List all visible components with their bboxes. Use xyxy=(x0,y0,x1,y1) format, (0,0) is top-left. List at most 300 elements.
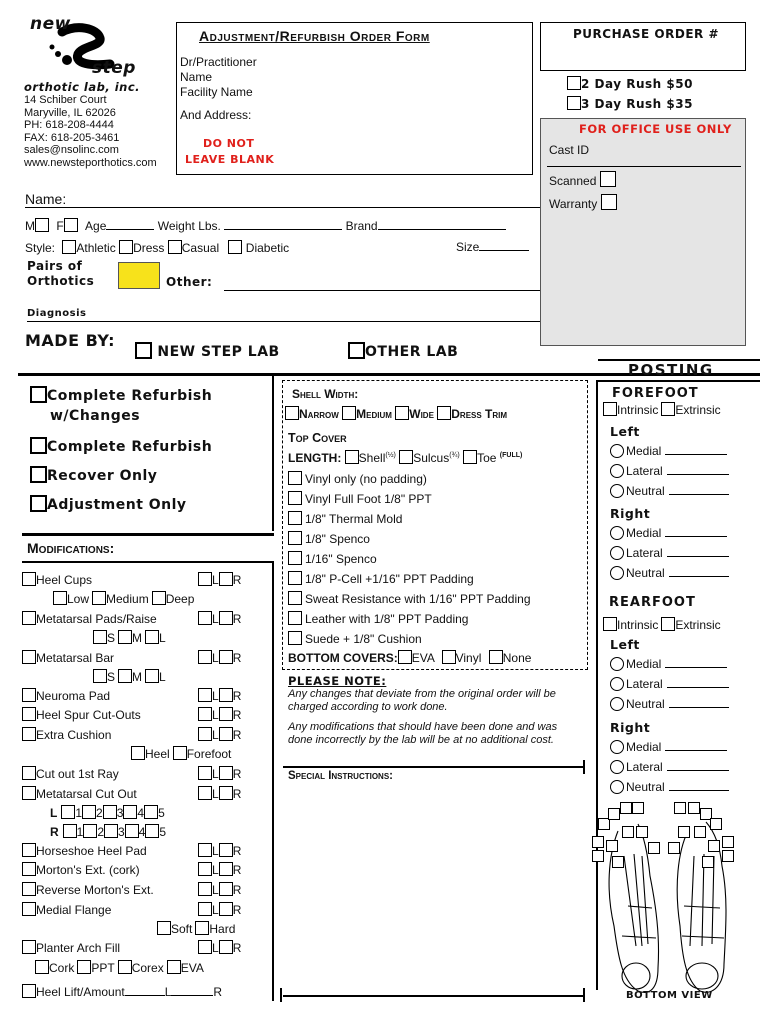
mod-row-met-bar xyxy=(22,650,114,665)
complete-refurbish-changes-checkbox[interactable] xyxy=(30,386,47,403)
forefoot-extrinsic-checkbox[interactable] xyxy=(661,402,675,416)
ray-number-label: 2 xyxy=(97,825,105,839)
new-step-lab-checkbox[interactable] xyxy=(135,342,152,359)
mod-lr-met-bar xyxy=(198,650,241,665)
toe-checkbox[interactable] xyxy=(636,826,648,838)
vinyl-bottom-label: Vinyl xyxy=(455,651,482,665)
please-note-title: PLEASE NOTE: xyxy=(288,674,387,688)
rearfoot-left-neutral-label: Neutral xyxy=(626,697,665,711)
diagnosis-line[interactable] xyxy=(27,321,540,322)
rearfoot-left-medial[interactable] xyxy=(610,657,727,671)
rush-2-day[interactable] xyxy=(567,76,693,91)
rearfoot-right-lateral-radio[interactable] xyxy=(610,760,624,774)
address-label: And Address: xyxy=(180,108,252,122)
left-column-divider xyxy=(272,376,274,531)
toe-checkbox[interactable] xyxy=(678,826,690,838)
other-line[interactable] xyxy=(224,290,540,291)
pairs-label xyxy=(27,259,94,289)
right-label: R xyxy=(232,651,242,665)
cutout-1st-right-checkbox[interactable] xyxy=(219,766,233,780)
ray-l-5-checkbox[interactable] xyxy=(144,805,158,819)
top-cover-option xyxy=(288,611,468,626)
style-label: Style: xyxy=(25,241,56,255)
top-cover-option xyxy=(288,631,422,646)
planter-label: Planter Arch Fill xyxy=(36,941,121,955)
diabetic-label: Diabetic xyxy=(245,241,290,255)
mortons-checkbox[interactable] xyxy=(22,862,36,876)
recover-only-checkbox[interactable] xyxy=(30,466,47,483)
scanned-label: Scanned xyxy=(549,174,597,188)
met-cutout-right-checkbox[interactable] xyxy=(219,786,233,800)
rearfoot-right-neutral[interactable] xyxy=(610,780,729,794)
diabetic-checkbox[interactable] xyxy=(228,240,242,254)
rush-3-day[interactable] xyxy=(567,96,693,111)
mod-lr-horseshoe xyxy=(198,843,241,858)
ray-r-5-checkbox[interactable] xyxy=(145,824,159,838)
neuroma-left-checkbox[interactable] xyxy=(198,688,212,702)
scanned-checkbox[interactable] xyxy=(600,171,616,187)
practitioner-box[interactable] xyxy=(176,22,533,175)
forefoot-left-lateral-radio[interactable] xyxy=(610,464,624,478)
top-cover-label: Suede + 1/8" Cushion xyxy=(305,632,422,646)
ray-number-label: 4 xyxy=(137,806,145,820)
right-label: R xyxy=(213,985,223,999)
top-cover-checkbox[interactable] xyxy=(288,471,302,485)
forefoot-type-row xyxy=(603,402,721,417)
wide-checkbox[interactable] xyxy=(395,406,409,420)
patient-demographics xyxy=(25,218,506,233)
sulcus-length-checkbox[interactable] xyxy=(399,450,413,464)
mortons-left-checkbox[interactable] xyxy=(198,862,212,876)
sulcus-length-label: Sulcus xyxy=(413,451,450,465)
ray-l-2-checkbox[interactable] xyxy=(82,805,96,819)
athletic-checkbox[interactable] xyxy=(62,240,76,254)
patient-name-line[interactable] xyxy=(25,207,540,208)
heel-spur-right-checkbox[interactable] xyxy=(219,707,233,721)
modifications-right-rule xyxy=(272,561,274,1001)
rearfoot-right-lateral-field[interactable] xyxy=(667,770,729,771)
ray-l-3-checkbox[interactable] xyxy=(103,805,117,819)
top-cover-checkbox[interactable] xyxy=(288,491,302,505)
hard-checkbox[interactable] xyxy=(195,921,209,935)
male-label: M xyxy=(25,219,35,233)
forefoot-right-medial[interactable] xyxy=(610,526,727,540)
rev-mortons-left-checkbox[interactable] xyxy=(198,882,212,896)
rearfoot-left-neutral[interactable] xyxy=(610,697,729,711)
mod-lr-met-cutout xyxy=(198,786,241,801)
left-label: L xyxy=(212,844,219,858)
toe-length-checkbox[interactable] xyxy=(463,450,477,464)
left-label: L xyxy=(212,863,219,877)
met-bar-label: Metatarsal Bar xyxy=(36,651,115,665)
adjustment-only[interactable] xyxy=(30,495,187,513)
heel-lift-left-field[interactable] xyxy=(125,995,165,996)
size-field[interactable] xyxy=(479,250,529,251)
mod-lr-planter xyxy=(198,940,241,955)
posting-bottom-rule xyxy=(598,380,760,382)
narrow-checkbox[interactable] xyxy=(285,406,299,420)
shell-length-sup: (½) xyxy=(385,452,396,459)
none-bottom-checkbox[interactable] xyxy=(489,650,503,664)
recover-only-label: Recover Only xyxy=(47,468,158,484)
rearfoot-right-medial[interactable] xyxy=(610,740,727,754)
rearfoot-left-lateral-radio[interactable] xyxy=(610,677,624,691)
extra-cushion-checkbox[interactable] xyxy=(22,727,36,741)
rearfoot-right-medial-field[interactable] xyxy=(665,750,727,751)
met-bar-m-checkbox[interactable] xyxy=(118,669,132,683)
toe-checkbox[interactable] xyxy=(708,840,720,852)
planter-right-checkbox[interactable] xyxy=(219,940,233,954)
deep-label: Deep xyxy=(165,592,195,606)
toe-checkbox[interactable] xyxy=(722,850,734,862)
heel-cups-left-checkbox[interactable] xyxy=(198,572,212,586)
top-cover-checkbox[interactable] xyxy=(288,591,302,605)
with-changes-label: w/Changes xyxy=(50,408,141,424)
rush-3-day-checkbox[interactable] xyxy=(567,96,581,110)
rearfoot-right-neutral-field[interactable] xyxy=(669,790,729,791)
rush-2-day-label: 2 Day Rush $50 xyxy=(581,77,693,91)
neuroma-right-checkbox[interactable] xyxy=(219,688,233,702)
medium-checkbox[interactable] xyxy=(342,406,356,420)
low-checkbox[interactable] xyxy=(53,591,67,605)
note-text-2: Any modifications that should have been done and was done incorrectly by the lab will be at no additional cost. xyxy=(288,721,558,746)
forefoot-extrinsic-label: Extrinsic xyxy=(675,403,721,417)
ray-r-3-checkbox[interactable] xyxy=(104,824,118,838)
rearfoot-right-neutral-radio[interactable] xyxy=(610,780,624,794)
met-pad-m-label: M xyxy=(132,631,143,645)
forefoot-right-medial-field[interactable] xyxy=(665,536,727,537)
forefoot-left-neutral-field[interactable] xyxy=(669,494,729,495)
forefoot-left-medial-field[interactable] xyxy=(665,454,727,455)
medial-flange-right-checkbox[interactable] xyxy=(219,902,233,916)
dress-label: Dress xyxy=(133,241,165,255)
toe-checkbox[interactable] xyxy=(710,818,722,830)
heel-cups-checkbox[interactable] xyxy=(22,572,36,586)
mod-row-cutout-1st xyxy=(22,766,119,781)
forefoot-intrinsic-checkbox[interactable] xyxy=(603,402,617,416)
purchase-order-box[interactable] xyxy=(540,22,746,71)
heel-lift-right-field[interactable] xyxy=(171,995,213,996)
ray-r-2-checkbox[interactable] xyxy=(83,824,97,838)
top-cover-label: Vinyl Full Foot 1/8" PPT xyxy=(305,492,432,506)
top-cover-label: Sweat Resistance with 1/16" PPT Padding xyxy=(305,592,531,606)
warranty-label: Warranty xyxy=(549,197,598,211)
met-pads-checkbox[interactable] xyxy=(22,611,36,625)
rearfoot-right-medial-radio[interactable] xyxy=(610,740,624,754)
weight-field[interactable] xyxy=(224,229,342,230)
heel-spur-left-checkbox[interactable] xyxy=(198,707,212,721)
corex-checkbox[interactable] xyxy=(118,960,132,974)
extra-cushion-right-checkbox[interactable] xyxy=(219,727,233,741)
ray-number-label: 4 xyxy=(138,825,146,839)
rearfoot-left-medial-radio[interactable] xyxy=(610,657,624,671)
met-bar-left-checkbox[interactable] xyxy=(198,650,212,664)
met-bar-l-label: L xyxy=(159,670,166,684)
rearfoot-left-medial-label: Medial xyxy=(626,657,662,671)
met-cutout-checkbox[interactable] xyxy=(22,786,36,800)
rearfoot-left-lateral-field[interactable] xyxy=(667,687,729,688)
rev-mortons-checkbox[interactable] xyxy=(22,882,36,896)
cork-checkbox[interactable] xyxy=(35,960,49,974)
forefoot-right-medial-radio[interactable] xyxy=(610,526,624,540)
medial-flange-left-checkbox[interactable] xyxy=(198,902,212,916)
top-cover-checkbox[interactable] xyxy=(288,551,302,565)
eva-bottom-checkbox[interactable] xyxy=(398,650,412,664)
toe-checkbox[interactable] xyxy=(592,850,604,862)
forefoot-right-lateral-radio[interactable] xyxy=(610,546,624,560)
mod-row-medial-flange xyxy=(22,902,111,917)
female-checkbox[interactable] xyxy=(64,218,78,232)
mod-row-horseshoe xyxy=(22,843,147,858)
mod-row-rev-mortons xyxy=(22,882,154,897)
met-pad-m-checkbox[interactable] xyxy=(118,630,132,644)
toe-checkbox[interactable] xyxy=(620,802,632,814)
horseshoe-right-checkbox[interactable] xyxy=(219,843,233,857)
top-cover-checkbox[interactable] xyxy=(288,571,302,585)
toe-checkbox[interactable] xyxy=(612,856,624,868)
rearfoot-intrinsic-checkbox[interactable] xyxy=(603,617,617,631)
age-field[interactable] xyxy=(106,229,154,230)
toe-checkbox[interactable] xyxy=(632,802,644,814)
left-label: L xyxy=(212,767,219,781)
met-bar-checkbox[interactable] xyxy=(22,650,36,664)
casual-checkbox[interactable] xyxy=(168,240,182,254)
rearfoot-left-neutral-radio[interactable] xyxy=(610,697,624,711)
ray-l-1-checkbox[interactable] xyxy=(61,805,75,819)
mod-row-heel-spur xyxy=(22,707,141,722)
shell-length-checkbox[interactable] xyxy=(345,450,359,464)
left-label: L xyxy=(212,708,219,722)
forefoot-left-lateral[interactable] xyxy=(610,464,729,478)
bottom-rule-left-tick xyxy=(280,988,282,1002)
other-lab-label: OTHER LAB xyxy=(365,344,459,360)
address-line-2: Maryville, IL 62026 xyxy=(24,106,116,119)
name-label: Name xyxy=(180,70,213,84)
forefoot-right-lateral-label: Lateral xyxy=(626,546,663,560)
toe-checkbox[interactable] xyxy=(608,808,620,820)
rearfoot-right-medial-label: Medial xyxy=(626,740,662,754)
met-bar-right-checkbox[interactable] xyxy=(219,650,233,664)
top-cover-label: Leather with 1/8" PPT Padding xyxy=(305,612,469,626)
dress-trim-checkbox[interactable] xyxy=(437,406,451,420)
ray-r-1-checkbox[interactable] xyxy=(63,824,77,838)
mod-lr-heel-cups xyxy=(198,572,241,587)
forefoot-right-neutral-radio[interactable] xyxy=(610,566,624,580)
met-bar-s-checkbox[interactable] xyxy=(93,669,107,683)
brand-field[interactable] xyxy=(378,229,506,230)
age-label: Age xyxy=(85,219,107,233)
met-pads-left-checkbox[interactable] xyxy=(198,611,212,625)
met-pads-right-checkbox[interactable] xyxy=(219,611,233,625)
forefoot-left-neutral-radio[interactable] xyxy=(610,484,624,498)
modifications-title: Modifications: xyxy=(27,540,115,556)
soft-checkbox[interactable] xyxy=(157,921,171,935)
forefoot-right-lateral-field[interactable] xyxy=(667,556,729,557)
forefoot-left-medial[interactable] xyxy=(610,444,727,458)
heel-checkbox[interactable] xyxy=(131,746,145,760)
left-label: L xyxy=(212,787,219,801)
forefoot-left-neutral-label: Neutral xyxy=(626,484,665,498)
ray-l-4-checkbox[interactable] xyxy=(123,805,137,819)
rearfoot-extrinsic-checkbox[interactable] xyxy=(661,617,675,631)
met-cutout-left-checkbox[interactable] xyxy=(198,786,212,800)
ppt-checkbox[interactable] xyxy=(77,960,91,974)
horseshoe-left-checkbox[interactable] xyxy=(198,843,212,857)
scanned-row[interactable] xyxy=(549,171,616,188)
top-cover-option xyxy=(288,591,531,606)
narrow-label: Narrow xyxy=(299,407,339,421)
vinyl-bottom-checkbox[interactable] xyxy=(442,650,456,664)
new-step-lab-label: NEW STEP LAB xyxy=(157,344,280,360)
toe-checkbox[interactable] xyxy=(722,836,734,848)
rearfoot-left-neutral-field[interactable] xyxy=(669,707,729,708)
met-pad-l-checkbox[interactable] xyxy=(145,630,159,644)
medial-flange-checkbox[interactable] xyxy=(22,902,36,916)
toe-checkbox[interactable] xyxy=(606,840,618,852)
top-cover-label: 1/8" P-Cell +1/16" PPT Padding xyxy=(305,572,474,586)
casual-label: Casual xyxy=(181,241,220,255)
forefoot-right-side-title: Right xyxy=(610,506,651,521)
forefoot-right-neutral-field[interactable] xyxy=(669,576,729,577)
company-logo xyxy=(22,14,152,80)
complete-refurbish[interactable] xyxy=(30,437,212,455)
office-use-title: FOR OFFICE USE ONLY xyxy=(579,122,732,136)
toe-length-sup: (FULL) xyxy=(499,452,523,459)
logo-word-step: step xyxy=(92,58,136,78)
other-lab-option[interactable] xyxy=(348,342,458,360)
ray-number-label: 3 xyxy=(116,806,124,820)
dress-checkbox[interactable] xyxy=(119,240,133,254)
planter-checkbox[interactable] xyxy=(22,940,36,954)
cast-id-line xyxy=(547,166,741,167)
met-bar-l-checkbox[interactable] xyxy=(145,669,159,683)
complete-refurbish-checkbox[interactable] xyxy=(30,437,47,454)
rev-mortons-right-checkbox[interactable] xyxy=(219,882,233,896)
patient-name-label: Name: xyxy=(25,191,67,207)
mortons-right-checkbox[interactable] xyxy=(219,862,233,876)
right-label: R xyxy=(232,767,242,781)
deep-checkbox[interactable] xyxy=(152,591,166,605)
top-cover-option xyxy=(288,551,377,566)
mod-row-extra-cushion xyxy=(22,727,111,742)
bottom-view-label: BOTTOM VIEW xyxy=(626,990,713,1001)
special-instructions-label: Special Instructions: xyxy=(288,770,394,782)
eva-checkbox[interactable] xyxy=(167,960,181,974)
bottom-covers-label: BOTTOM COVERS: xyxy=(288,651,398,665)
heel-lift-checkbox[interactable] xyxy=(22,984,36,998)
cutout-1st-checkbox[interactable] xyxy=(22,766,36,780)
other-row: Other: xyxy=(166,275,213,289)
heel-cups-right-checkbox[interactable] xyxy=(219,572,233,586)
met-pad-s-label: S xyxy=(107,631,116,645)
forefoot-title: FOREFOOT xyxy=(612,386,699,401)
planter-material-row xyxy=(32,960,204,975)
warranty-checkbox[interactable] xyxy=(601,194,617,210)
sulcus-length-sup: (¾) xyxy=(449,452,460,459)
special-instructions-field[interactable] xyxy=(283,786,581,992)
none-bottom-label: None xyxy=(502,651,532,665)
toe-checkbox[interactable] xyxy=(688,802,700,814)
toe-checkbox[interactable] xyxy=(694,826,706,838)
toe-checkbox[interactable] xyxy=(674,802,686,814)
top-cover-label: 1/8" Spenco xyxy=(305,532,370,546)
pairs-of-label: Pairs of xyxy=(27,259,83,273)
rearfoot-left-lateral[interactable] xyxy=(610,677,729,691)
rearfoot-left-medial-field[interactable] xyxy=(665,667,727,668)
top-cover-checkbox[interactable] xyxy=(288,511,302,525)
adjustment-only-checkbox[interactable] xyxy=(30,495,47,512)
mod-lr-heel-spur xyxy=(198,707,241,722)
toe-checkbox[interactable] xyxy=(648,842,660,854)
heel-lift-label: Heel Lift/Amount xyxy=(36,985,125,999)
cast-id-label: Cast ID xyxy=(549,143,590,157)
diagnosis-label: Diagnosis xyxy=(27,308,87,319)
met-pad-l-label: L xyxy=(159,631,166,645)
horseshoe-checkbox[interactable] xyxy=(22,843,36,857)
neuroma-checkbox[interactable] xyxy=(22,688,36,702)
forefoot-right-lateral[interactable] xyxy=(610,546,729,560)
bottom-rule xyxy=(283,995,585,997)
mod-lr-cutout-1st xyxy=(198,766,241,781)
do-not-warning: DO NOT xyxy=(203,137,255,150)
corex-label: Corex xyxy=(131,961,164,975)
forefoot-left-neutral[interactable] xyxy=(610,484,729,498)
top-cover-checkbox[interactable] xyxy=(288,531,302,545)
forefoot-checkbox[interactable] xyxy=(173,746,187,760)
heel-spur-checkbox[interactable] xyxy=(22,707,36,721)
complete-refurbish-changes[interactable] xyxy=(30,386,212,404)
top-cover-option xyxy=(288,531,370,546)
toe-checkbox[interactable] xyxy=(668,842,680,854)
ray-side-label: R xyxy=(50,825,59,839)
toe-checkbox[interactable] xyxy=(622,826,634,838)
top-cover-checkbox[interactable] xyxy=(288,631,302,645)
planter-left-checkbox[interactable] xyxy=(198,940,212,954)
toe-checkbox[interactable] xyxy=(592,836,604,848)
left-label: L xyxy=(212,728,219,742)
mod-row-met-cutout xyxy=(22,786,137,801)
top-cover-title: Top Cover xyxy=(288,431,347,445)
top-cover-checkbox[interactable] xyxy=(288,611,302,625)
practitioner-label: Dr/Practitioner xyxy=(180,55,257,69)
rearfoot-extrinsic-label: Extrinsic xyxy=(675,618,721,632)
ray-r-4-checkbox[interactable] xyxy=(125,824,139,838)
new-step-lab-option[interactable] xyxy=(135,342,280,360)
recover-only[interactable] xyxy=(30,466,157,484)
cutout-1st-left-checkbox[interactable] xyxy=(198,766,212,780)
warranty-row[interactable] xyxy=(549,194,617,211)
rearfoot-right-lateral[interactable] xyxy=(610,760,729,774)
forefoot-right-neutral[interactable] xyxy=(610,566,729,580)
mod-lr-neuroma xyxy=(198,688,241,703)
toe-checkbox[interactable] xyxy=(702,856,714,868)
right-label: R xyxy=(232,941,242,955)
pairs-field[interactable] xyxy=(118,262,160,289)
rush-2-day-checkbox[interactable] xyxy=(567,76,581,90)
horseshoe-label: Horseshoe Heel Pad xyxy=(36,844,147,858)
forefoot-left-lateral-field[interactable] xyxy=(667,474,729,475)
met-bar-size-row xyxy=(90,669,166,684)
medium-checkbox[interactable] xyxy=(92,591,106,605)
met-bar-s-label: S xyxy=(107,670,116,684)
other-lab-checkbox[interactable] xyxy=(348,342,365,359)
note-text-1: Any changes that deviate from the original order will be charged according to work done. xyxy=(288,688,556,713)
extra-cushion-left-checkbox[interactable] xyxy=(198,727,212,741)
forefoot-left-medial-radio[interactable] xyxy=(610,444,624,458)
rush-3-day-label: 3 Day Rush $35 xyxy=(581,97,693,111)
male-checkbox[interactable] xyxy=(35,218,49,232)
met-pad-s-checkbox[interactable] xyxy=(93,630,107,644)
